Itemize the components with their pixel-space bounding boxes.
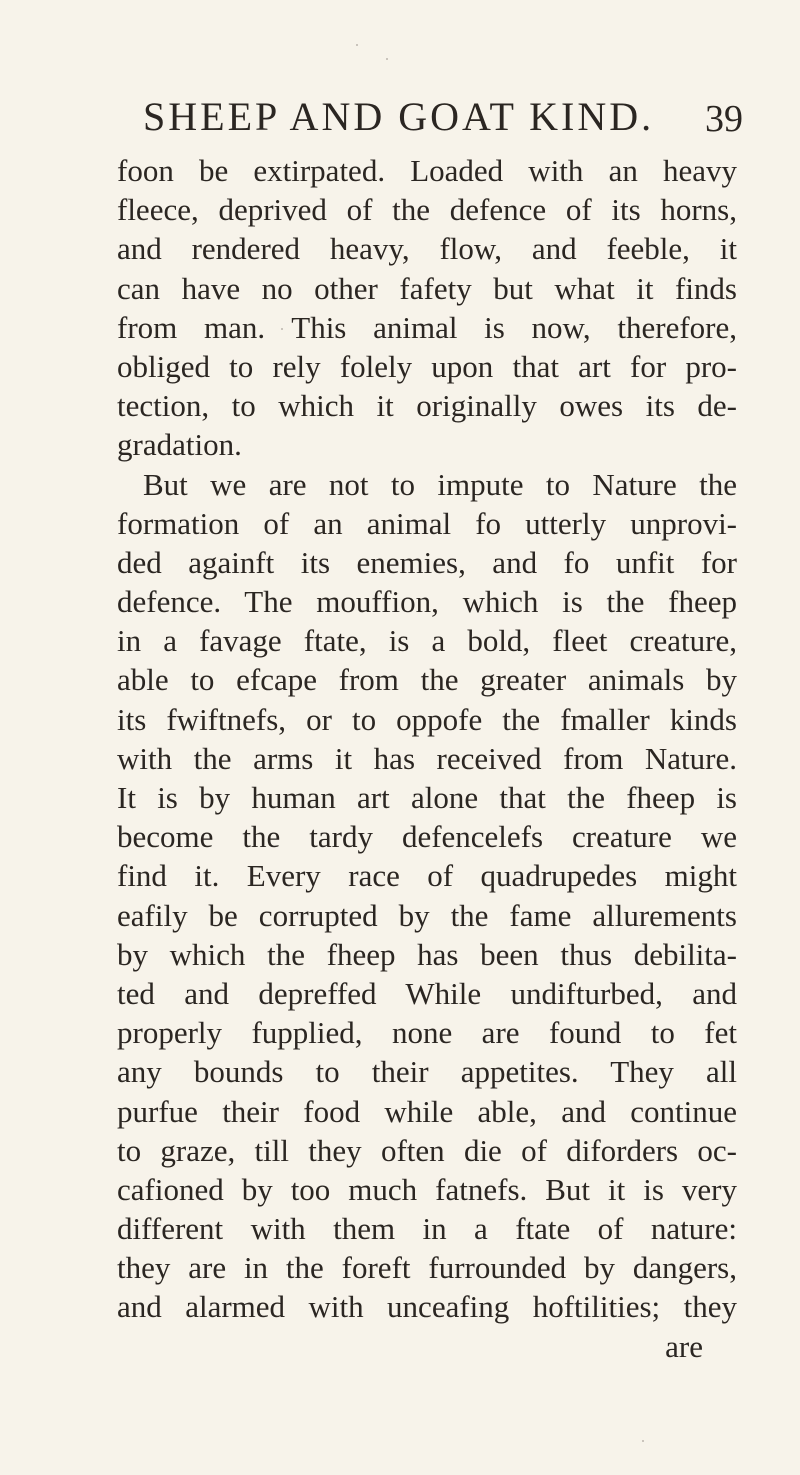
text-line: formation of an animal fo utterly unprovi-: [117, 505, 737, 541]
text-line: become the tardy defencelefs creature we: [117, 819, 737, 855]
text-line: properly fupplied, none are found to fet: [117, 1015, 737, 1051]
text-line: any bounds to their appetites. They all: [117, 1054, 737, 1090]
text-line: different with them in a ftate of nature:: [117, 1211, 737, 1247]
text-line: tection, to which it originally owes its de-: [117, 388, 737, 424]
text-line: obliged to rely folely upon that art for pro-: [117, 348, 737, 384]
text-line: eafily be corrupted by the fame allurements: [117, 897, 737, 933]
text-line: can have no other fafety but what it finds: [117, 270, 737, 306]
text-line: they are in the foreft furrounded by dangers,: [117, 1250, 737, 1286]
text-line: ded againft its enemies, and fo unfit for: [117, 544, 737, 580]
paper-speck: [356, 44, 358, 46]
text-line: and rendered heavy, flow, and feeble, it: [117, 231, 737, 267]
text-line: fleece, deprived of the defence of its horns,: [117, 192, 737, 228]
text-line: defence. The mouffion, which is the fheep: [117, 584, 737, 620]
text-line: its fwiftnefs, or to oppofe the fmaller kinds: [117, 701, 737, 737]
text-line: with the arms it has received from Nature.: [117, 740, 737, 776]
text-line: cafioned by too much fatnefs. But it is very: [117, 1171, 737, 1207]
text-line: ted and depreffed While undifturbed, and: [117, 975, 737, 1011]
text-line: It is by human art alone that the fheep is: [117, 780, 737, 815]
text-line: gradation.: [117, 427, 242, 463]
body-text: [117, 151, 737, 1366]
paragraph-start-line: But we are not to impute to Nature the: [143, 466, 737, 502]
paper-speck: [386, 58, 388, 60]
text-line: foon be extirpated. Loaded with an heavy: [117, 153, 737, 188]
text-line: find it. Every race of quadrupedes might: [117, 858, 737, 894]
text-line: by which the fheep has been thus debilita-: [117, 936, 737, 972]
paper-speck: [642, 1440, 644, 1442]
text-line: able to efcape from the greater animals by: [117, 662, 737, 698]
text-line: and alarmed with unceafing hoftilities; they: [117, 1289, 737, 1325]
paper-speck: [281, 328, 283, 330]
text-line: from man. This animal is now, therefore,: [117, 309, 737, 345]
catchword: are: [665, 1328, 703, 1364]
running-head: SHEEP AND GOAT KIND.: [143, 94, 655, 139]
text-line: to graze, till they often die of diforders oc-: [117, 1132, 737, 1168]
page-number: 39: [705, 98, 743, 140]
text-line: in a favage ftate, is a bold, fleet creature,: [117, 623, 737, 659]
text-line: purfue their food while able, and continue: [117, 1093, 737, 1129]
page-header: [143, 92, 743, 142]
